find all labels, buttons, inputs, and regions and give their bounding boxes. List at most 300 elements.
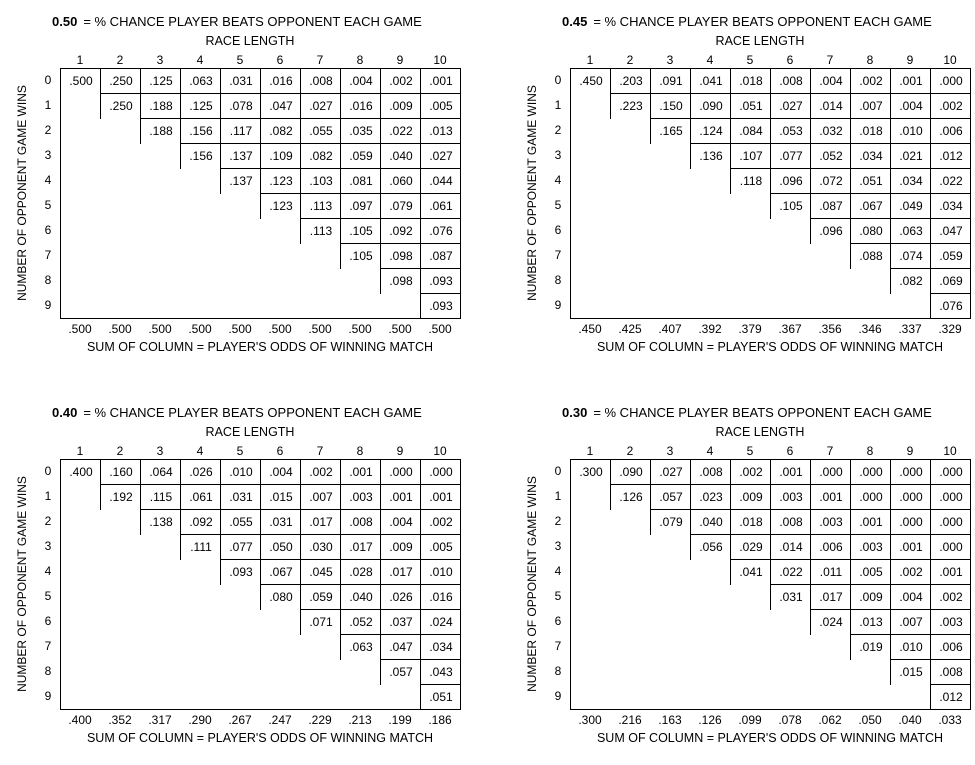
table-cell: .000 <box>930 484 971 510</box>
table-cell: .156 <box>180 143 221 169</box>
table-cell: .009 <box>380 534 421 560</box>
column-sums-row <box>60 322 460 336</box>
table-cell: .013 <box>420 118 461 144</box>
footer-label: SUM OF COLUMN = PLAYER'S ODDS OF WINNING MATCH <box>596 731 944 745</box>
table-cell: .026 <box>180 459 221 485</box>
row-label: 7 <box>44 639 52 653</box>
table-cell: .077 <box>220 534 261 560</box>
table-cell: .040 <box>380 143 421 169</box>
table-cell: .004 <box>380 509 421 535</box>
table-cell: .004 <box>810 68 851 94</box>
table-cell: .004 <box>890 584 931 610</box>
table-cell: .113 <box>300 193 341 219</box>
table-cell: .035 <box>340 118 381 144</box>
table-cell: .007 <box>300 484 341 510</box>
row-label: 2 <box>554 514 562 528</box>
table-cell: .001 <box>850 509 891 535</box>
table-cell: .050 <box>260 534 301 560</box>
column-header: 8 <box>356 53 364 67</box>
table-cell: .117 <box>220 118 261 144</box>
y-axis-label: NUMBER OF OPPONENT GAME WINS <box>15 476 29 692</box>
table-cell: .080 <box>850 218 891 244</box>
table-cell: .000 <box>930 68 971 94</box>
table-cell: .018 <box>850 118 891 144</box>
table-cell: .015 <box>260 484 301 510</box>
table-cell: .118 <box>730 168 771 194</box>
table-cell: .074 <box>890 243 931 269</box>
column-header-row <box>570 444 970 458</box>
row-label: 4 <box>554 564 562 578</box>
table-cell: .004 <box>890 93 931 119</box>
table-cell: .008 <box>340 509 381 535</box>
table-cell: .010 <box>890 634 931 660</box>
table-cell: .059 <box>340 143 381 169</box>
row-label: 6 <box>554 223 562 237</box>
table-cell: .098 <box>380 243 421 269</box>
title-text: = % CHANCE PLAYER BEATS OPPONENT EACH GAME <box>593 405 932 420</box>
table-cell: .077 <box>770 143 811 169</box>
column-header: 3 <box>666 444 674 458</box>
table-cell: .030 <box>300 534 341 560</box>
table-cell: .052 <box>340 609 381 635</box>
table-cell: .192 <box>100 484 141 510</box>
table-cell: .009 <box>850 584 891 610</box>
table-cell: .002 <box>730 459 771 485</box>
probability-grid <box>60 459 462 711</box>
row-label: 9 <box>554 689 562 703</box>
column-sum: .186 <box>428 713 452 727</box>
table-cell: .500 <box>60 68 101 94</box>
table-cell: .034 <box>420 634 461 660</box>
column-header-row <box>60 444 460 458</box>
row-label: 5 <box>554 198 562 212</box>
column-header: 5 <box>236 53 244 67</box>
table-cell: .069 <box>930 268 971 294</box>
table-cell: .150 <box>650 93 691 119</box>
table-cell: .082 <box>260 118 301 144</box>
table-cell: .001 <box>930 559 971 585</box>
table-cell: .093 <box>420 293 461 319</box>
table-cell: .400 <box>60 459 101 485</box>
table-cell: .018 <box>730 509 771 535</box>
row-label: 9 <box>44 689 52 703</box>
table-cell: .008 <box>770 68 811 94</box>
column-sum: .352 <box>108 713 132 727</box>
table-cell: .092 <box>380 218 421 244</box>
table-cell: .051 <box>420 684 461 710</box>
win-probability: 0.45 <box>562 14 588 29</box>
table-cell: .012 <box>930 684 971 710</box>
column-header: 7 <box>826 444 834 458</box>
table-cell: .064 <box>140 459 181 485</box>
row-label: 2 <box>44 514 52 528</box>
table-cell: .012 <box>930 143 971 169</box>
row-label: 2 <box>44 123 52 137</box>
panel-title <box>52 405 422 420</box>
column-sum: .500 <box>268 322 292 336</box>
column-sums-row <box>570 322 970 336</box>
table-cell: .093 <box>420 268 461 294</box>
table-cell: .084 <box>730 118 771 144</box>
table-cell: .051 <box>850 168 891 194</box>
win-probability: 0.30 <box>562 405 588 420</box>
race-length-label: RACE LENGTH <box>715 34 805 48</box>
panel-title <box>562 405 932 420</box>
y-axis-label: NUMBER OF OPPONENT GAME WINS <box>15 85 29 301</box>
column-sum: .300 <box>578 713 602 727</box>
grid-bottom-frame <box>570 318 971 319</box>
column-header: 9 <box>906 53 914 67</box>
panel-title <box>562 14 932 29</box>
row-label: 4 <box>44 564 52 578</box>
table-cell: .047 <box>260 93 301 119</box>
table-cell: .109 <box>260 143 301 169</box>
column-sum: .379 <box>738 322 762 336</box>
table-cell: .009 <box>730 484 771 510</box>
column-header: 7 <box>316 53 324 67</box>
column-header: 2 <box>116 444 124 458</box>
table-cell: .027 <box>300 93 341 119</box>
column-header: 4 <box>196 444 204 458</box>
table-cell: .041 <box>730 559 771 585</box>
table-cell: .082 <box>300 143 341 169</box>
column-sum: .500 <box>308 322 332 336</box>
table-cell: .113 <box>300 218 341 244</box>
column-header: 6 <box>276 444 284 458</box>
table-cell: .006 <box>810 534 851 560</box>
table-cell: .107 <box>730 143 771 169</box>
column-sum: .040 <box>898 713 922 727</box>
footer-label: SUM OF COLUMN = PLAYER'S ODDS OF WINNING MATCH <box>596 340 944 354</box>
race-length-label: RACE LENGTH <box>715 425 805 439</box>
column-sum: .050 <box>858 713 882 727</box>
table-cell: .000 <box>850 484 891 510</box>
race-length-label: RACE LENGTH <box>205 34 295 48</box>
table-cell: .123 <box>260 193 301 219</box>
column-header: 5 <box>236 444 244 458</box>
column-header: 6 <box>786 444 794 458</box>
table-cell: .002 <box>930 584 971 610</box>
table-cell: .034 <box>850 143 891 169</box>
grid-bottom-frame <box>570 709 971 710</box>
table-cell: .125 <box>140 68 181 94</box>
table-cell: .000 <box>850 459 891 485</box>
table-cell: .063 <box>180 68 221 94</box>
table-cell: .029 <box>730 534 771 560</box>
table-cell: .003 <box>770 484 811 510</box>
column-sums-row <box>570 713 970 727</box>
table-cell: .003 <box>850 534 891 560</box>
table-cell: .000 <box>930 459 971 485</box>
table-cell: .138 <box>140 509 181 535</box>
table-cell: .001 <box>380 484 421 510</box>
table-cell: .088 <box>850 243 891 269</box>
table-cell: .040 <box>690 509 731 535</box>
table-cell: .010 <box>220 459 261 485</box>
table-cell: .061 <box>420 193 461 219</box>
table-cell: .005 <box>420 534 461 560</box>
column-sum: .337 <box>898 322 922 336</box>
column-sum: .500 <box>428 322 452 336</box>
table-cell: .067 <box>850 193 891 219</box>
table-cell: .098 <box>380 268 421 294</box>
table-cell: .027 <box>770 93 811 119</box>
row-label: 3 <box>554 148 562 162</box>
table-cell: .090 <box>690 93 731 119</box>
column-header: 8 <box>356 444 364 458</box>
table-cell: .032 <box>810 118 851 144</box>
table-cell: .028 <box>340 559 381 585</box>
column-header: 6 <box>786 53 794 67</box>
column-header: 6 <box>276 53 284 67</box>
table-cell: .076 <box>930 293 971 319</box>
row-label: 1 <box>44 489 52 503</box>
table-cell: .052 <box>810 143 851 169</box>
row-label: 6 <box>44 223 52 237</box>
table-cell: .023 <box>690 484 731 510</box>
row-label: 1 <box>44 98 52 112</box>
row-label: 3 <box>44 148 52 162</box>
table-cell: .007 <box>890 609 931 635</box>
table-cell: .093 <box>220 559 261 585</box>
table-cell: .016 <box>340 93 381 119</box>
table-cell: .001 <box>890 534 931 560</box>
table-cell: .096 <box>770 168 811 194</box>
table-cell: .111 <box>180 534 221 560</box>
table-cell: .055 <box>220 509 261 535</box>
table-cell: .188 <box>140 93 181 119</box>
table-cell: .000 <box>420 459 461 485</box>
table-cell: .001 <box>340 459 381 485</box>
grid-left-edge <box>60 68 61 319</box>
column-sum: .317 <box>148 713 172 727</box>
column-sum: .062 <box>818 713 842 727</box>
column-header: 1 <box>76 53 84 67</box>
table-cell: .165 <box>650 118 691 144</box>
table-cell: .105 <box>340 243 381 269</box>
table-cell: .047 <box>380 634 421 660</box>
table-cell: .026 <box>380 584 421 610</box>
table-cell: .067 <box>260 559 301 585</box>
grid-right-edge <box>970 459 971 710</box>
grid-left-edge <box>60 459 61 710</box>
table-cell: .092 <box>180 509 221 535</box>
column-header: 5 <box>746 444 754 458</box>
table-cell: .002 <box>890 559 931 585</box>
table-cell: .013 <box>850 609 891 635</box>
column-header: 10 <box>433 444 447 458</box>
column-header: 4 <box>196 53 204 67</box>
column-sum: .400 <box>68 713 92 727</box>
column-sum: .500 <box>188 322 212 336</box>
table-cell: .009 <box>380 93 421 119</box>
table-cell: .055 <box>300 118 341 144</box>
column-sum: .329 <box>938 322 962 336</box>
table-cell: .000 <box>810 459 851 485</box>
table-cell: .063 <box>340 634 381 660</box>
table-cell: .001 <box>770 459 811 485</box>
table-cell: .001 <box>810 484 851 510</box>
column-sum: .216 <box>618 713 642 727</box>
column-sum: .392 <box>698 322 722 336</box>
column-sum: .407 <box>658 322 682 336</box>
column-header: 1 <box>586 53 594 67</box>
footer-label: SUM OF COLUMN = PLAYER'S ODDS OF WINNING MATCH <box>86 731 434 745</box>
table-cell: .034 <box>930 193 971 219</box>
row-label: 0 <box>554 464 562 478</box>
column-header: 5 <box>746 53 754 67</box>
column-header: 10 <box>433 53 447 67</box>
column-sum: .367 <box>778 322 802 336</box>
row-label: 8 <box>44 664 52 678</box>
table-cell: .001 <box>420 484 461 510</box>
table-cell: .250 <box>100 68 141 94</box>
table-cell: .000 <box>890 459 931 485</box>
column-sum: .213 <box>348 713 372 727</box>
column-sum: .500 <box>148 322 172 336</box>
grid-left-edge <box>570 459 571 710</box>
title-text: = % CHANCE PLAYER BEATS OPPONENT EACH GAME <box>83 14 422 29</box>
table-cell: .018 <box>730 68 771 94</box>
table-cell: .040 <box>340 584 381 610</box>
table-cell: .005 <box>420 93 461 119</box>
column-header: 2 <box>626 444 634 458</box>
column-sum: .500 <box>68 322 92 336</box>
table-cell: .008 <box>690 459 731 485</box>
table-cell: .041 <box>690 68 731 94</box>
column-sum: .500 <box>108 322 132 336</box>
table-cell: .081 <box>340 168 381 194</box>
table-cell: .087 <box>420 243 461 269</box>
row-label: 1 <box>554 98 562 112</box>
row-label: 4 <box>554 173 562 187</box>
table-cell: .097 <box>340 193 381 219</box>
table-cell: .027 <box>420 143 461 169</box>
table-cell: .060 <box>380 168 421 194</box>
row-label: 4 <box>44 173 52 187</box>
table-cell: .006 <box>930 118 971 144</box>
table-cell: .082 <box>890 268 931 294</box>
table-cell: .002 <box>420 509 461 535</box>
column-header: 10 <box>943 444 957 458</box>
column-sum: .500 <box>228 322 252 336</box>
column-header: 3 <box>666 53 674 67</box>
table-cell: .008 <box>300 68 341 94</box>
table-cell: .071 <box>300 609 341 635</box>
table-cell: .034 <box>890 168 931 194</box>
column-header: 2 <box>626 53 634 67</box>
table-cell: .002 <box>930 93 971 119</box>
row-label: 7 <box>554 639 562 653</box>
column-header: 2 <box>116 53 124 67</box>
table-cell: .014 <box>770 534 811 560</box>
table-cell: .056 <box>690 534 731 560</box>
table-cell: .003 <box>340 484 381 510</box>
column-sum: .163 <box>658 713 682 727</box>
table-cell: .022 <box>770 559 811 585</box>
table-cell: .002 <box>300 459 341 485</box>
table-cell: .091 <box>650 68 691 94</box>
table-cell: .000 <box>890 509 931 535</box>
table-cell: .031 <box>260 509 301 535</box>
table-cell: .001 <box>890 68 931 94</box>
table-cell: .250 <box>100 93 141 119</box>
column-sum: .425 <box>618 322 642 336</box>
table-cell: .087 <box>810 193 851 219</box>
table-cell: .014 <box>810 93 851 119</box>
column-header-row <box>570 53 970 67</box>
column-sum: .500 <box>388 322 412 336</box>
table-cell: .063 <box>890 218 931 244</box>
table-cell: .031 <box>220 484 261 510</box>
table-cell: .137 <box>220 168 261 194</box>
table-cell: .017 <box>810 584 851 610</box>
table-cell: .010 <box>890 118 931 144</box>
row-label: 6 <box>554 614 562 628</box>
table-cell: .079 <box>650 509 691 535</box>
column-header: 7 <box>826 53 834 67</box>
table-cell: .003 <box>930 609 971 635</box>
table-cell: .006 <box>930 634 971 660</box>
table-cell: .015 <box>890 659 931 685</box>
table-cell: .000 <box>930 509 971 535</box>
table-cell: .049 <box>890 193 931 219</box>
table-cell: .024 <box>420 609 461 635</box>
table-cell: .123 <box>260 168 301 194</box>
row-label: 9 <box>44 298 52 312</box>
table-cell: .079 <box>380 193 421 219</box>
column-header: 3 <box>156 53 164 67</box>
row-label: 0 <box>554 73 562 87</box>
table-cell: .090 <box>610 459 651 485</box>
table-cell: .300 <box>570 459 611 485</box>
table-cell: .043 <box>420 659 461 685</box>
table-cell: .004 <box>260 459 301 485</box>
table-cell: .057 <box>380 659 421 685</box>
table-cell: .002 <box>380 68 421 94</box>
column-sum: .033 <box>938 713 962 727</box>
probability-grid <box>570 68 972 320</box>
row-label: 8 <box>44 273 52 287</box>
table-cell: .115 <box>140 484 181 510</box>
table-cell: .126 <box>610 484 651 510</box>
table-cell: .008 <box>770 509 811 535</box>
row-label: 2 <box>554 123 562 137</box>
table-cell: .045 <box>300 559 341 585</box>
table-panel <box>510 14 970 374</box>
table-cell: .105 <box>340 218 381 244</box>
probability-grid <box>570 459 972 711</box>
column-sum: .267 <box>228 713 252 727</box>
table-cell: .072 <box>810 168 851 194</box>
table-cell: .223 <box>610 93 651 119</box>
table-cell: .103 <box>300 168 341 194</box>
table-cell: .156 <box>180 118 221 144</box>
column-sum: .346 <box>858 322 882 336</box>
column-sum: .078 <box>778 713 802 727</box>
row-label: 0 <box>44 73 52 87</box>
table-cell: .061 <box>180 484 221 510</box>
table-cell: .016 <box>260 68 301 94</box>
column-header: 1 <box>76 444 84 458</box>
table-cell: .031 <box>770 584 811 610</box>
row-label: 5 <box>44 589 52 603</box>
table-cell: .017 <box>340 534 381 560</box>
grid-bottom-frame <box>60 709 461 710</box>
grid-right-edge <box>460 459 461 710</box>
win-probability: 0.50 <box>52 14 78 29</box>
table-cell: .105 <box>770 193 811 219</box>
